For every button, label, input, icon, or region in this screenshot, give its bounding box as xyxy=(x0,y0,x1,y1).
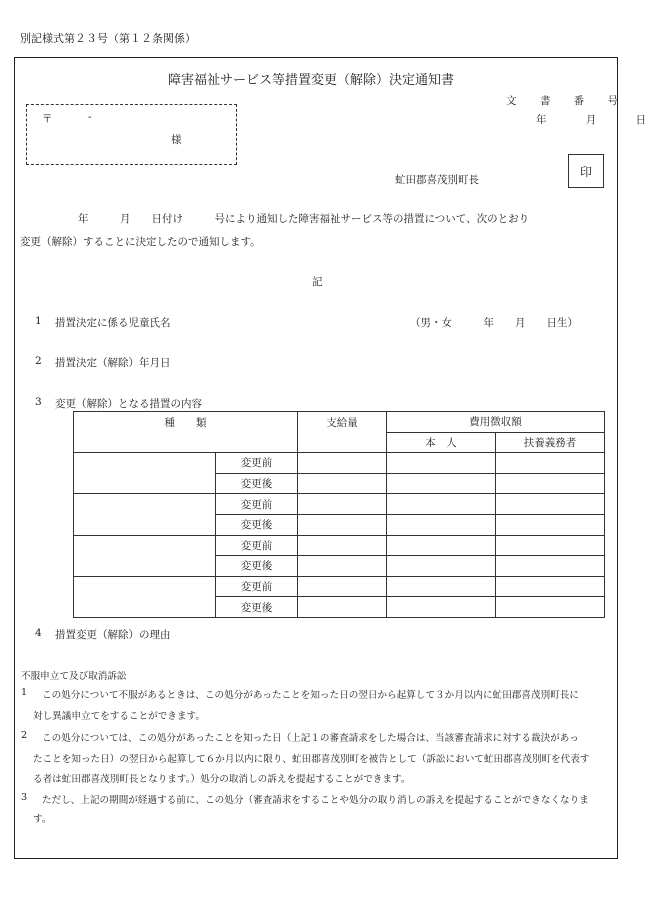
appeal-3-line-2: す。 xyxy=(33,814,52,825)
item-4-label: 措置変更（解除）の理由 xyxy=(55,629,171,641)
appeal-1-number: 1 xyxy=(21,687,28,698)
item-1-extra: （男・女 年 月 日生） xyxy=(410,317,578,329)
item-1-label: 措置決定に係る児童氏名 xyxy=(55,317,171,329)
amount-cell[interactable] xyxy=(298,597,387,618)
document-title: 障害福祉サービス等措置変更（解除）決定通知書 xyxy=(168,73,455,88)
self-fee-cell[interactable] xyxy=(387,473,496,494)
amount-cell[interactable] xyxy=(298,576,387,597)
before-label: 変更前 xyxy=(216,494,298,515)
amount-cell[interactable] xyxy=(298,473,387,494)
supporter-fee-cell[interactable] xyxy=(496,597,605,618)
table-row xyxy=(74,576,605,597)
item-2-number: 2 xyxy=(35,355,42,367)
appeal-3-number: 3 xyxy=(21,792,28,803)
item-3-label: 変更（解除）となる措置の内容 xyxy=(55,398,202,410)
header-type: 種 類 xyxy=(74,412,298,453)
self-fee-cell[interactable] xyxy=(387,494,496,515)
address-box xyxy=(26,104,237,165)
type-cell[interactable] xyxy=(74,494,216,535)
appeal-1-line-1: この処分について不服があるときは、この処分があったことを知った日の翌日から起算して３か月以内に虻田郡喜茂別町長に xyxy=(42,690,579,701)
self-fee-cell[interactable] xyxy=(387,597,496,618)
after-label: 変更後 xyxy=(216,597,298,618)
header-supporter: 扶養義務者 xyxy=(496,432,605,453)
supporter-fee-cell[interactable] xyxy=(496,514,605,535)
body-line-2: 変更（解除）することに決定したので通知します。 xyxy=(20,236,261,248)
form-number: 別記様式第２３号（第１２条関係） xyxy=(20,32,196,45)
appeal-2-number: 2 xyxy=(21,730,28,741)
issuer-name: 虻田郡喜茂別町長 xyxy=(395,174,479,186)
postal-dash: - xyxy=(88,111,92,123)
amount-cell[interactable] xyxy=(298,514,387,535)
after-label: 変更後 xyxy=(216,556,298,577)
body-line-1: 年 月 日付け 号により通知した障害福祉サービス等の措置について、次のとおり xyxy=(78,213,530,225)
self-fee-cell[interactable] xyxy=(387,514,496,535)
item-2-label: 措置決定（解除）年月日 xyxy=(55,357,171,369)
document-number-label: 文 書 番 号 xyxy=(506,95,629,107)
appeal-heading: 不服申立て及び取消訴訟 xyxy=(21,671,127,682)
before-label: 変更前 xyxy=(216,535,298,556)
postal-mark: 〒 xyxy=(42,113,53,125)
amount-cell[interactable] xyxy=(298,535,387,556)
appeal-2-line-1: この処分については、この処分があったことを知った日（上記１の審査請求をした場合は、当該審査請求に対する裁決があっ xyxy=(42,733,579,744)
appeal-2-line-2: たことを知った日）の翌日から起算して６か月以内に限り、虻田郡喜茂別町を被告として（訴訟において虻田郡喜茂別町を代表す xyxy=(33,754,590,765)
supporter-fee-cell[interactable] xyxy=(496,494,605,515)
supporter-fee-cell[interactable] xyxy=(496,556,605,577)
table-row xyxy=(74,535,605,556)
supporter-fee-cell[interactable] xyxy=(496,473,605,494)
supporter-fee-cell[interactable] xyxy=(496,453,605,474)
amount-cell[interactable] xyxy=(298,494,387,515)
appeal-1-line-2: 対し異議申立てをすることができます。 xyxy=(33,711,205,722)
amount-cell[interactable] xyxy=(298,453,387,474)
header-amount: 支給量 xyxy=(298,412,387,453)
after-label: 変更後 xyxy=(216,514,298,535)
table-row xyxy=(74,453,605,474)
ki-heading: 記 xyxy=(312,276,323,288)
document-date-label: 年 月 日 xyxy=(536,114,664,126)
after-label: 変更後 xyxy=(216,473,298,494)
self-fee-cell[interactable] xyxy=(387,556,496,577)
table-header-row xyxy=(74,412,605,433)
amount-cell[interactable] xyxy=(298,556,387,577)
type-cell[interactable] xyxy=(74,576,216,617)
table-row xyxy=(74,494,605,515)
item-1-number: 1 xyxy=(35,315,42,327)
honorific: 様 xyxy=(171,134,182,146)
type-cell[interactable] xyxy=(74,535,216,576)
item-3-number: 3 xyxy=(35,396,42,408)
header-fee: 費用徴収額 xyxy=(387,412,605,433)
self-fee-cell[interactable] xyxy=(387,453,496,474)
type-cell[interactable] xyxy=(74,453,216,494)
self-fee-cell[interactable] xyxy=(387,576,496,597)
before-label: 変更前 xyxy=(216,576,298,597)
self-fee-cell[interactable] xyxy=(387,535,496,556)
supporter-fee-cell[interactable] xyxy=(496,535,605,556)
supporter-fee-cell[interactable] xyxy=(496,576,605,597)
appeal-2-line-3: る者は虻田郡喜茂別町長となります。）処分の取消しの訴えを提起することができます。 xyxy=(33,774,411,785)
item-4-number: 4 xyxy=(35,627,42,639)
appeal-3-line-1: ただし、上記の期間が経過する前に、この処分（審査請求をすることや処分の取り消しの訴えを提起することができなくなりま xyxy=(42,795,589,806)
header-self: 本 人 xyxy=(387,432,496,453)
seal-mark: 印 xyxy=(568,154,604,188)
measures-table xyxy=(73,411,605,618)
before-label: 変更前 xyxy=(216,453,298,474)
